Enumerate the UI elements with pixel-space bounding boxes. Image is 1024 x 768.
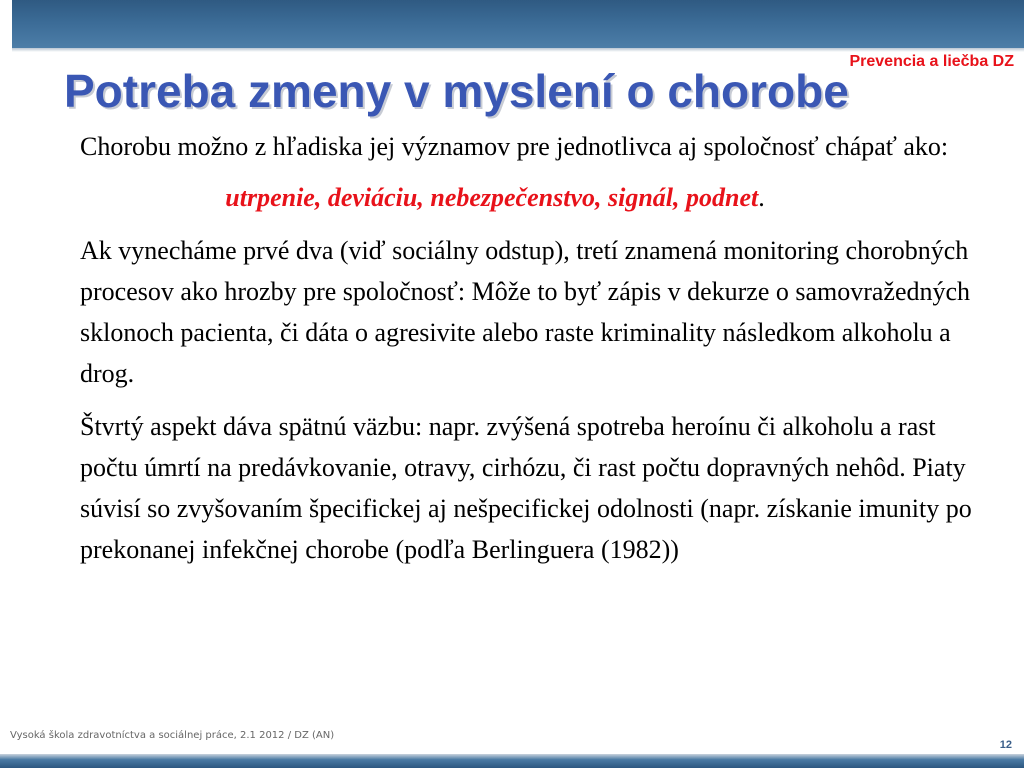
- fourth-aspect-paragraph: Štvrtý aspekt dáva spätnú väzbu: napr. zvýšená spotreba heroínu či alkoholu a rast počtu úmrtí na predávkovanie, otravy, cirhózu, či rast počtu dopravných nehôd. Piaty súvisí so zvyšovaním špecifickej aj nešpecifickej odolnosti (napr. získanie imunity po prekonanej infekčnej chorobe (podľa Berlinguera (1982)): [80, 412, 972, 564]
- slide-title: Potreba zmeny v myslení o chorobe: [64, 65, 849, 117]
- third-aspect-paragraph: Ak vynecháme prvé dva (viď sociálny odstup), tretí znamená monitoring chorobných procesov ako hrozby pre spoločnosť: Môže to byť zápis v dekurze o samovražedných sklonoch pacienta, či dáta o agresivite alebo raste kriminality následkom alkoholu a drog.: [80, 236, 971, 388]
- emphasis-terms: utrpenie, deviáciu, nebezpečenstvo, signál, podnet: [225, 183, 759, 212]
- header-bar: [12, 0, 1024, 48]
- footer-bar: [0, 754, 1024, 768]
- header-bar-shadow: [12, 48, 1024, 52]
- slide-body: [80, 126, 980, 570]
- course-label: Prevencia a liečba DZ: [849, 53, 1014, 70]
- page-number: 12: [999, 739, 1012, 751]
- footer-institution: Vysoká škola zdravotníctva a sociálnej práce, 2.1 2012 / DZ (AN): [10, 730, 335, 741]
- emphasis-line: [80, 177, 980, 218]
- intro-paragraph: Chorobu možno z hľadiska jej významov pre jednotlivca aj spoločnosť chápať ako:: [80, 132, 949, 161]
- emphasis-suffix: .: [758, 183, 765, 212]
